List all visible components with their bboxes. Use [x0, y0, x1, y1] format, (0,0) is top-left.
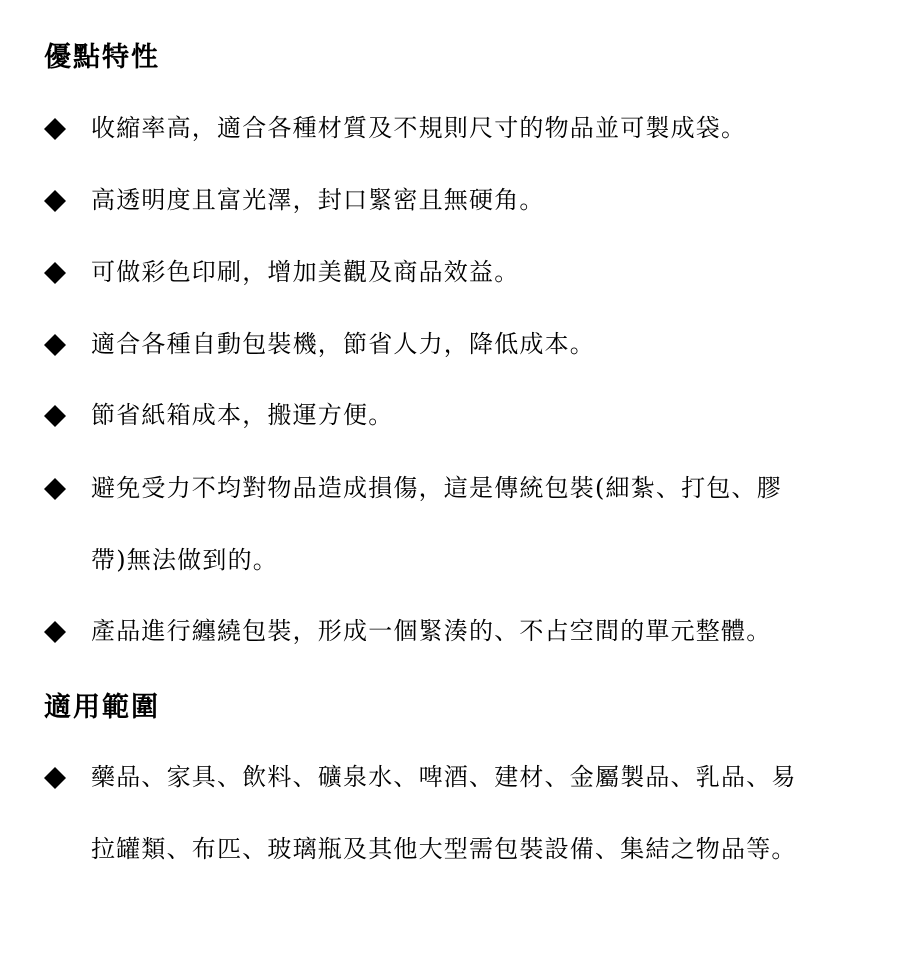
list-item-line: 適合各種自動包裝機，節省人力，降低成本。	[91, 330, 595, 358]
list-item-line: 避免受力不均對物品造成損傷，這是傳統包裝(細紮、打包、膠	[91, 474, 782, 502]
black-diamond-icon	[44, 478, 66, 500]
black-diamond-icon	[44, 767, 66, 789]
list-item-line: 帶)無法做到的。	[91, 546, 278, 574]
list-item-line: 拉罐類、布匹、玻璃瓶及其他大型需包裝設備、集結之物品等。	[91, 835, 797, 863]
list-item-text	[91, 476, 881, 620]
list-item-text	[91, 619, 881, 691]
section-heading-advantages: 優點特性	[44, 42, 160, 73]
black-diamond-icon	[44, 621, 66, 643]
black-diamond-icon	[44, 334, 66, 356]
list-item-line: 收縮率高，適合各種材質及不規則尺寸的物品並可製成袋。	[91, 114, 747, 142]
list-item-text	[91, 188, 881, 260]
list-item-line: 產品進行纏繞包裝，形成一個緊湊的、不占空間的單元整體。	[91, 617, 772, 645]
list-item-line: 可做彩色印刷，增加美觀及商品效益。	[91, 258, 520, 286]
list-item-line: 節省紙箱成本，搬運方便。	[91, 401, 394, 429]
list-item-text	[91, 332, 881, 404]
black-diamond-icon	[44, 190, 66, 212]
black-diamond-icon	[44, 405, 66, 427]
list-item-line: 高透明度且富光澤，封口緊密且無硬角。	[91, 186, 545, 214]
black-diamond-icon	[44, 262, 66, 284]
section-heading-applications: 適用範圍	[44, 692, 160, 723]
list-item-text	[91, 765, 881, 909]
list-item-text	[91, 403, 881, 475]
list-item-text	[91, 260, 881, 332]
list-item-line: 藥品、家具、飲料、礦泉水、啤酒、建材、金屬製品、乳品、易	[91, 763, 797, 791]
black-diamond-icon	[44, 118, 66, 140]
list-item-text	[91, 116, 881, 188]
